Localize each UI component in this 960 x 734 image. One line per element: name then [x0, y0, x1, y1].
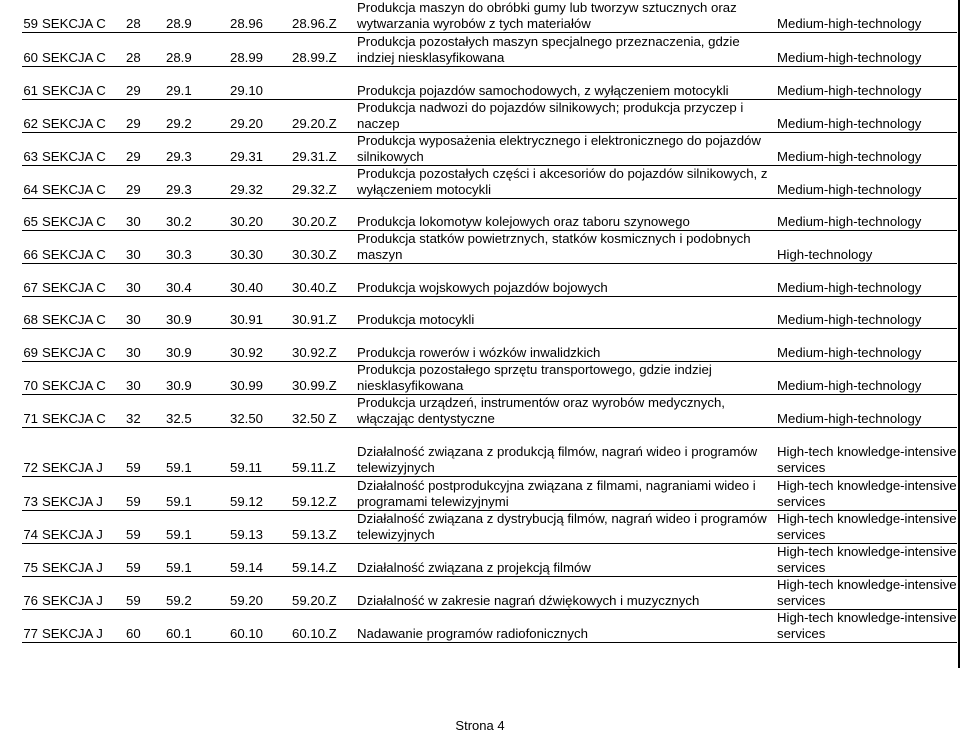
- table-row: [22, 33, 957, 67]
- section-cell: SEKCJA C: [40, 231, 124, 264]
- description-cell: Produkcja nadwozi do pojazdów silnikowych; produkcja przyczep i naczep: [355, 99, 775, 132]
- table-row: [22, 341, 957, 361]
- description-cell: Produkcja statków powietrznych, statków kosmicznych i podobnych maszyn: [355, 231, 775, 264]
- technology-category-cell: High-technology: [775, 231, 957, 264]
- section-cell: SEKCJA C: [40, 79, 124, 99]
- section-cell: SEKCJA J: [40, 544, 124, 577]
- subclass-cell: 59.13.Z: [290, 511, 355, 544]
- section-cell: SEKCJA C: [40, 341, 124, 361]
- technology-category-cell: Medium-high-technology: [775, 99, 957, 132]
- section-cell: SEKCJA J: [40, 477, 124, 511]
- group-cell: 60.1: [164, 610, 228, 643]
- group-cell: 30.3: [164, 231, 228, 264]
- technology-category-cell: Medium-high-technology: [775, 341, 957, 361]
- technology-category-cell: Medium-high-technology: [775, 0, 957, 33]
- technology-category-cell: High-tech knowledge-intensive services: [777, 577, 957, 608]
- table-row: [22, 361, 957, 394]
- description-cell: Produkcja pozostałego sprzętu transportowego, gdzie indziej niesklasyfikowana: [355, 361, 775, 394]
- subclass-cell: [290, 79, 355, 99]
- description-cell: Działalność w zakresie nagrań dźwiękowych i muzycznych: [355, 577, 775, 610]
- row-spacer: [22, 198, 957, 211]
- table-row: [22, 276, 957, 296]
- table-row: [22, 79, 957, 99]
- section-cell: SEKCJA J: [40, 511, 124, 544]
- table-row: [22, 477, 957, 511]
- table-row: [22, 132, 957, 165]
- section-cell: SEKCJA C: [40, 132, 124, 165]
- section-cell: SEKCJA C: [40, 276, 124, 296]
- row-number: 60: [22, 33, 40, 67]
- row-number: 69: [22, 341, 40, 361]
- row-number: 61: [22, 79, 40, 99]
- division-cell: 60: [124, 610, 164, 643]
- row-number: 76: [22, 577, 40, 610]
- description-cell: Nadawanie programów radiofonicznych: [355, 610, 775, 643]
- table-row: [22, 211, 957, 231]
- table-row: [22, 99, 957, 132]
- subclass-cell: 59.14.Z: [290, 544, 355, 577]
- row-spacer: [22, 427, 957, 440]
- subclass-cell: 32.50 Z: [290, 394, 355, 427]
- section-cell: SEKCJA C: [40, 211, 124, 231]
- row-number: 67: [22, 276, 40, 296]
- class-cell: 60.10: [228, 610, 290, 643]
- group-cell: 29.3: [164, 165, 228, 198]
- technology-category-cell: High-tech knowledge-intensive services: [777, 478, 957, 509]
- table-row: [22, 309, 957, 329]
- description-cell: Produkcja pozostałych części i akcesoriów do pojazdów silnikowych, z wyłączeniem motocykli: [355, 165, 775, 198]
- technology-category-cell: High-tech knowledge-intensive services: [777, 544, 957, 575]
- pkd-classification-table: [22, 0, 957, 643]
- class-cell: 59.12: [228, 477, 290, 511]
- subclass-cell: 59.20.Z: [290, 577, 355, 610]
- class-cell: 59.13: [228, 511, 290, 544]
- division-cell: 30: [124, 211, 164, 231]
- class-cell: 30.92: [228, 341, 290, 361]
- division-cell: 32: [124, 394, 164, 427]
- table-row: [22, 610, 957, 643]
- class-cell: 28.99: [228, 33, 290, 67]
- subclass-cell: 60.10.Z: [290, 610, 355, 643]
- class-cell: 30.40: [228, 276, 290, 296]
- division-cell: 30: [124, 276, 164, 296]
- table-body: [22, 0, 957, 643]
- division-cell: 29: [124, 165, 164, 198]
- table-row: [22, 0, 957, 33]
- technology-category-cell: Medium-high-technology: [775, 165, 957, 198]
- description-cell: Produkcja urządzeń, instrumentów oraz wyrobów medycznych, włączając dentystyczne: [355, 394, 775, 427]
- description-cell: Produkcja pozostałych maszyn specjalnego przeznaczenia, gdzie indziej niesklasyfikowana: [355, 33, 775, 67]
- subclass-cell: 30.91.Z: [290, 309, 355, 329]
- row-spacer: [22, 296, 957, 309]
- class-cell: 29.10: [228, 79, 290, 99]
- table-row: [22, 165, 957, 198]
- section-cell: SEKCJA C: [40, 165, 124, 198]
- class-cell: 30.91: [228, 309, 290, 329]
- section-cell: SEKCJA J: [40, 440, 124, 477]
- description-cell: Działalność związana z produkcją filmów, nagrań wideo i programów telewizyjnych: [355, 440, 775, 477]
- subclass-cell: 29.32.Z: [290, 165, 355, 198]
- section-cell: SEKCJA J: [40, 577, 124, 610]
- section-cell: SEKCJA C: [40, 0, 124, 33]
- technology-category-cell: High-tech knowledge-intensive services: [777, 610, 957, 641]
- technology-category-cell: Medium-high-technology: [775, 211, 957, 231]
- technology-category-cell: Medium-high-technology: [775, 79, 957, 99]
- subclass-cell: 59.12.Z: [290, 477, 355, 511]
- division-cell: 59: [124, 544, 164, 577]
- group-cell: 30.9: [164, 309, 228, 329]
- technology-category-cell: Medium-high-technology: [775, 309, 957, 329]
- subclass-cell: 28.99.Z: [290, 33, 355, 67]
- group-cell: 29.3: [164, 132, 228, 165]
- subclass-cell: 29.20.Z: [290, 99, 355, 132]
- group-cell: 59.1: [164, 440, 228, 477]
- division-cell: 28: [124, 0, 164, 33]
- group-cell: 30.4: [164, 276, 228, 296]
- division-cell: 30: [124, 361, 164, 394]
- row-number: 71: [22, 394, 40, 427]
- division-cell: 30: [124, 231, 164, 264]
- division-cell: 30: [124, 341, 164, 361]
- row-number: 66: [22, 231, 40, 264]
- class-cell: 29.31: [228, 132, 290, 165]
- subclass-cell: 30.30.Z: [290, 231, 355, 264]
- class-cell: 59.14: [228, 544, 290, 577]
- division-cell: 29: [124, 79, 164, 99]
- class-cell: 30.30: [228, 231, 290, 264]
- subclass-cell: 30.40.Z: [290, 276, 355, 296]
- subclass-cell: 29.31.Z: [290, 132, 355, 165]
- row-number: 63: [22, 132, 40, 165]
- description-cell: Produkcja wyposażenia elektrycznego i elektronicznego do pojazdów silnikowych: [355, 132, 775, 165]
- subclass-cell: 59.11.Z: [290, 440, 355, 477]
- subclass-cell: 28.96.Z: [290, 0, 355, 33]
- group-cell: 29.2: [164, 99, 228, 132]
- group-cell: 30.9: [164, 361, 228, 394]
- class-cell: 28.96: [228, 0, 290, 33]
- division-cell: 28: [124, 33, 164, 67]
- row-number: 68: [22, 309, 40, 329]
- row-number: 74: [22, 511, 40, 544]
- subclass-cell: 30.92.Z: [290, 341, 355, 361]
- row-number: 64: [22, 165, 40, 198]
- description-cell: Produkcja motocykli: [355, 309, 775, 329]
- technology-category-cell: High-tech knowledge-intensive services: [777, 511, 957, 542]
- class-cell: 59.11: [228, 440, 290, 477]
- class-cell: 30.99: [228, 361, 290, 394]
- group-cell: 30.9: [164, 341, 228, 361]
- row-number: 70: [22, 361, 40, 394]
- description-cell: Produkcja pojazdów samochodowych, z wyłączeniem motocykli: [355, 79, 775, 99]
- group-cell: 59.2: [164, 577, 228, 610]
- class-cell: 32.50: [228, 394, 290, 427]
- table-row: [22, 394, 957, 427]
- technology-category-cell: High-tech knowledge-intensive services: [775, 440, 957, 477]
- table-row: [22, 511, 957, 544]
- group-cell: 29.1: [164, 79, 228, 99]
- section-cell: SEKCJA C: [40, 361, 124, 394]
- group-cell: 28.9: [164, 33, 228, 67]
- class-cell: 59.20: [228, 577, 290, 610]
- group-cell: 32.5: [164, 394, 228, 427]
- division-cell: 29: [124, 132, 164, 165]
- group-cell: 59.1: [164, 511, 228, 544]
- class-cell: 29.20: [228, 99, 290, 132]
- division-cell: 59: [124, 511, 164, 544]
- row-spacer: [22, 67, 957, 80]
- technology-category-cell: Medium-high-technology: [775, 394, 957, 427]
- description-cell: Działalność związana z projekcją filmów: [355, 544, 775, 577]
- subclass-cell: 30.20.Z: [290, 211, 355, 231]
- description-cell: Produkcja wojskowych pojazdów bojowych: [355, 276, 775, 296]
- page-footer: Strona 4: [455, 718, 505, 733]
- group-cell: 28.9: [164, 0, 228, 33]
- class-cell: 30.20: [228, 211, 290, 231]
- section-cell: SEKCJA C: [40, 99, 124, 132]
- row-number: 72: [22, 440, 40, 477]
- technology-category-cell: Medium-high-technology: [775, 361, 957, 394]
- group-cell: 30.2: [164, 211, 228, 231]
- technology-category-cell: Medium-high-technology: [775, 132, 957, 165]
- row-spacer: [22, 264, 957, 277]
- description-cell: Produkcja rowerów i wózków inwalidzkich: [355, 341, 775, 361]
- group-cell: 59.1: [164, 477, 228, 511]
- description-cell: Produkcja maszyn do obróbki gumy lub tworzyw sztucznych oraz wytwarzania wyrobów z tych materiałów: [355, 0, 775, 33]
- table-row: [22, 577, 957, 610]
- section-cell: SEKCJA C: [40, 309, 124, 329]
- division-cell: 30: [124, 309, 164, 329]
- row-number: 59: [22, 0, 40, 33]
- description-cell: Działalność postprodukcyjna związana z filmami, nagraniami wideo i programami telewizyjnymi: [355, 477, 775, 511]
- section-cell: SEKCJA J: [40, 610, 124, 643]
- row-number: 65: [22, 211, 40, 231]
- row-number: 73: [22, 477, 40, 511]
- row-spacer: [22, 329, 957, 342]
- table-row: [22, 231, 957, 264]
- technology-category-cell: Medium-high-technology: [775, 276, 957, 296]
- description-cell: Produkcja lokomotyw kolejowych oraz taboru szynowego: [355, 211, 775, 231]
- section-cell: SEKCJA C: [40, 394, 124, 427]
- section-cell: SEKCJA C: [40, 33, 124, 67]
- technology-category-cell: Medium-high-technology: [775, 33, 957, 67]
- row-number: 75: [22, 544, 40, 577]
- division-cell: 59: [124, 477, 164, 511]
- division-cell: 59: [124, 440, 164, 477]
- division-cell: 59: [124, 577, 164, 610]
- table-row: [22, 544, 957, 577]
- description-cell: Działalność związana z dystrybucją filmów, nagrań wideo i programów telewizyjnych: [355, 511, 775, 544]
- subclass-cell: 30.99.Z: [290, 361, 355, 394]
- table-row: [22, 440, 957, 477]
- row-number: 77: [22, 610, 40, 643]
- row-number: 62: [22, 99, 40, 132]
- class-cell: 29.32: [228, 165, 290, 198]
- group-cell: 59.1: [164, 544, 228, 577]
- division-cell: 29: [124, 99, 164, 132]
